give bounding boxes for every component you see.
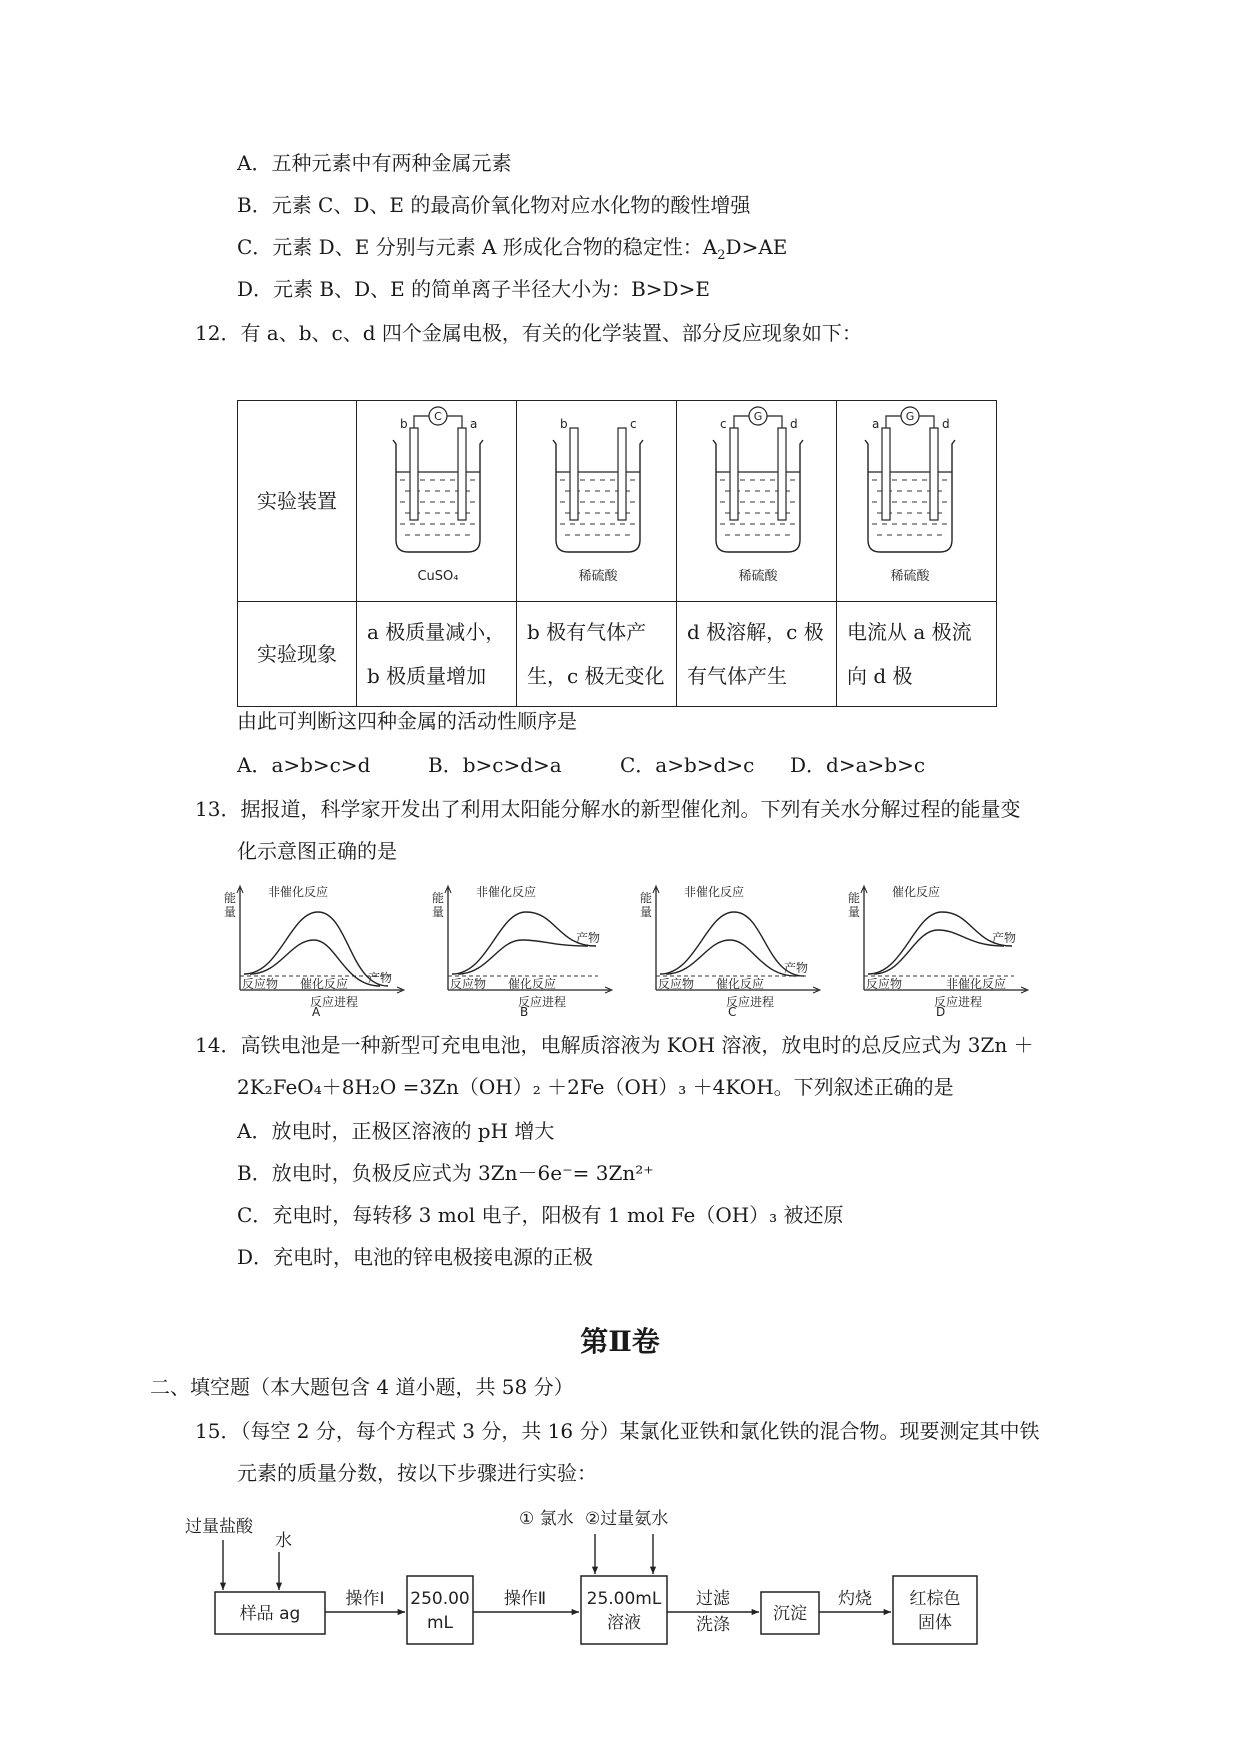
apparatus-1 [357,401,517,602]
electrode-right [778,428,786,520]
observation-1: a 极质量减小， b 极质量增加 [357,601,517,706]
electrode-left [570,428,578,520]
curve-lower [874,930,1004,974]
q12-option-c: C．a>b>d>c [620,753,755,777]
arrow-ammonia-head [650,1567,656,1574]
reactant-label: 反应物 [242,977,279,991]
arrow-chlorine-head [592,1567,598,1574]
y-axis-label: 量 [848,905,861,919]
curve-label-lower: 催化反应 [508,977,557,991]
y-axis-label: 能 [640,891,653,905]
box-red-brown-solid-text: 红棕色 [909,1589,961,1609]
label-water: 水 [275,1531,292,1551]
curve-label-upper: 非催化反应 [684,885,745,899]
solution-label: 稀硫酸 [890,568,930,584]
curve-label-lower: 非催化反应 [946,977,1007,991]
arrow-water-head [276,1583,282,1590]
meter-label: G [905,409,915,423]
graph-letter: B [520,1005,529,1019]
y-axis-label: 能 [848,891,861,905]
product-label: 产物 [784,961,809,975]
curve-lower [666,940,796,976]
electrode-label-left: c [720,416,727,431]
label-op2: 操作Ⅱ [503,1589,547,1609]
apparatus-4 [837,401,997,602]
electrode-label-right: d [790,416,798,431]
box-250ml-text: mL [426,1613,454,1633]
q12-conclusion: 由此可判断这四种金属的活动性顺序是 [237,709,577,733]
curve-upper [868,912,1012,974]
electrode-left [882,428,890,520]
reactant-label: 反应物 [866,977,903,991]
q13-stem-line1: 13．据报道，科学家开发出了利用太阳能分解水的新型催化剂。下列有关水分解过程的能量变 [195,797,1021,821]
q12-option-d: D．d>a>b>c [790,753,926,777]
box-250ml [407,1576,473,1644]
x-axis-label: 反应进程 [725,995,775,1009]
electrode-right [618,428,626,520]
q15-line1: 15．（每空 2 分，每个方程式 3 分，共 16 分）某氯化亚铁和氯化铁的混合物。现要测定其中铁 [195,1419,1040,1443]
q14-option-b: B．放电时，负极反应式为 3Zn－6e⁻= 3Zn²⁺ [237,1161,654,1185]
solution-label: 稀硫酸 [738,568,778,584]
electrode-right [930,428,938,520]
solution-label: 稀硫酸 [578,568,618,584]
curve-upper [244,912,388,986]
x-axis-label: 反应进程 [517,995,567,1009]
electrode-label-left: a [872,416,880,431]
q14-stem-line2: 2K₂FeO₄＋8H₂O =3Zn（OH）₂ ＋2Fe（OH）₃ ＋4KOH。下列叙述正确的是 [237,1075,954,1099]
y-axis-label: 量 [432,905,445,919]
part-two-title: 第Ⅱ卷 [580,1325,660,1358]
q15-line2: 元素的质量分数，按以下步骤进行实验： [237,1461,597,1485]
apparatus-3 [677,401,837,602]
q14-option-c: C．充电时，每转移 3 mol 电子，阳极有 1 mol Fe（OH）₃ 被还原 [237,1203,844,1227]
label-op3a: 过滤 [696,1589,730,1609]
product-label: 产物 [992,931,1017,945]
curve-label-upper: 催化反应 [892,885,941,899]
observation-3: d 极溶解，c 极 有气体产生 [677,601,837,706]
y-axis-label: 能 [432,891,445,905]
label-op3b: 洗涤 [696,1615,730,1635]
box-25ml-text: 溶液 [607,1613,641,1633]
arrow-op3-head [752,1609,759,1615]
box-25ml [581,1576,667,1644]
q12-option-a: A．a>b>c>d [237,753,371,777]
curve-lower [458,940,588,974]
arrow-hcl-head [220,1583,226,1590]
energy-graphs [210,880,1110,1050]
box-precipitate-text: 沉淀 [773,1604,807,1624]
q12-stem: 12．有 a、b、c、d 四个金属电极，有关的化学装置、部分反应现象如下： [195,321,862,345]
q11-option-d: D．元素 B、D、E 的简单离子半径大小为：B>D>E [237,277,710,301]
apparatus-2 [517,401,677,602]
label-hcl: 过量盐酸 [185,1517,253,1537]
meter-label: C [434,409,442,423]
x-axis-label: 反应进程 [933,995,983,1009]
q14-stem-line1: 14．高铁电池是一种新型可充电电池，电解质溶液为 KOH 溶液，放电时的总反应式为 3Zn ＋ [195,1033,1034,1057]
graph-letter: C [728,1005,737,1019]
curve-upper [660,912,804,976]
solution-label: CuSO₄ [417,568,459,584]
y-axis-label: 能 [224,891,237,905]
electrode-label-right: a [470,416,478,431]
product-label: 产物 [576,931,601,945]
curve-label-upper: 非催化反应 [476,885,537,899]
q14-option-a: A．放电时，正极区溶液的 pH 增大 [237,1119,555,1143]
reactant-label: 反应物 [450,977,487,991]
q11-option-b: B．元素 C、D、E 的最高价氧化物对应水化物的酸性增强 [237,193,751,217]
row-label-observation: 实验现象 [238,601,357,706]
label-chlorine: ① 氯水 [519,1509,574,1529]
electrode-label-right: c [630,416,637,431]
section-heading: 二、填空题（本大题包含 4 道小题，共 58 分） [150,1375,574,1399]
graph-letter: A [312,1005,321,1019]
curve-label-upper: 非催化反应 [268,885,329,899]
experiment-table [237,400,997,707]
arrow-op2-head [572,1609,579,1615]
flowchart [185,1500,1005,1650]
box-250ml-text: 250.00 [410,1589,470,1609]
box-25ml-text: 25.00mL [586,1589,662,1609]
y-axis-label: 量 [224,905,237,919]
observation-4: 电流从 a 极流 向 d 极 [837,601,997,706]
label-op1: 操作Ⅰ [345,1589,385,1609]
curve-label-lower: 催化反应 [300,977,349,991]
arrow-op1-head [398,1609,405,1615]
observation-2: b 极有气体产 生，c 极无变化 [517,601,677,706]
reactant-label: 反应物 [658,977,695,991]
y-axis-label: 量 [640,905,653,919]
q13-stem-line2: 化示意图正确的是 [237,839,397,863]
electrode-label-left: b [400,416,408,431]
arrow-op4-head [884,1609,891,1615]
q12-option-b: B．b>c>d>a [428,753,562,777]
box-sample-text: 样品 ag [239,1604,301,1624]
q11-option-c: C．元素 D、E 分别与元素 A 形成化合物的稳定性：$A_2D>AE$ [237,235,788,263]
x-axis-label: 反应进程 [309,995,359,1009]
electrode-right [458,428,466,520]
box-red-brown-solid-text: 固体 [918,1613,952,1633]
q11-option-a: A．五种元素中有两种金属元素 [237,151,512,175]
label-ammonia: ②过量氨水 [585,1509,669,1529]
meter-label: G [753,409,763,423]
product-label: 产物 [368,971,393,985]
q14-option-d: D．充电时，电池的锌电极接电源的正极 [237,1245,594,1269]
electrode-left [730,428,738,520]
curve-upper [452,912,596,974]
curve-label-lower: 催化反应 [716,977,765,991]
electrode-label-right: d [942,416,950,431]
box-red-brown-solid [893,1576,977,1644]
graph-letter: D [936,1005,946,1019]
electrode-left [410,428,418,520]
label-op4: 灼烧 [838,1589,872,1609]
electrode-label-left: b [560,416,568,431]
row-label-apparatus: 实验装置 [238,401,357,602]
